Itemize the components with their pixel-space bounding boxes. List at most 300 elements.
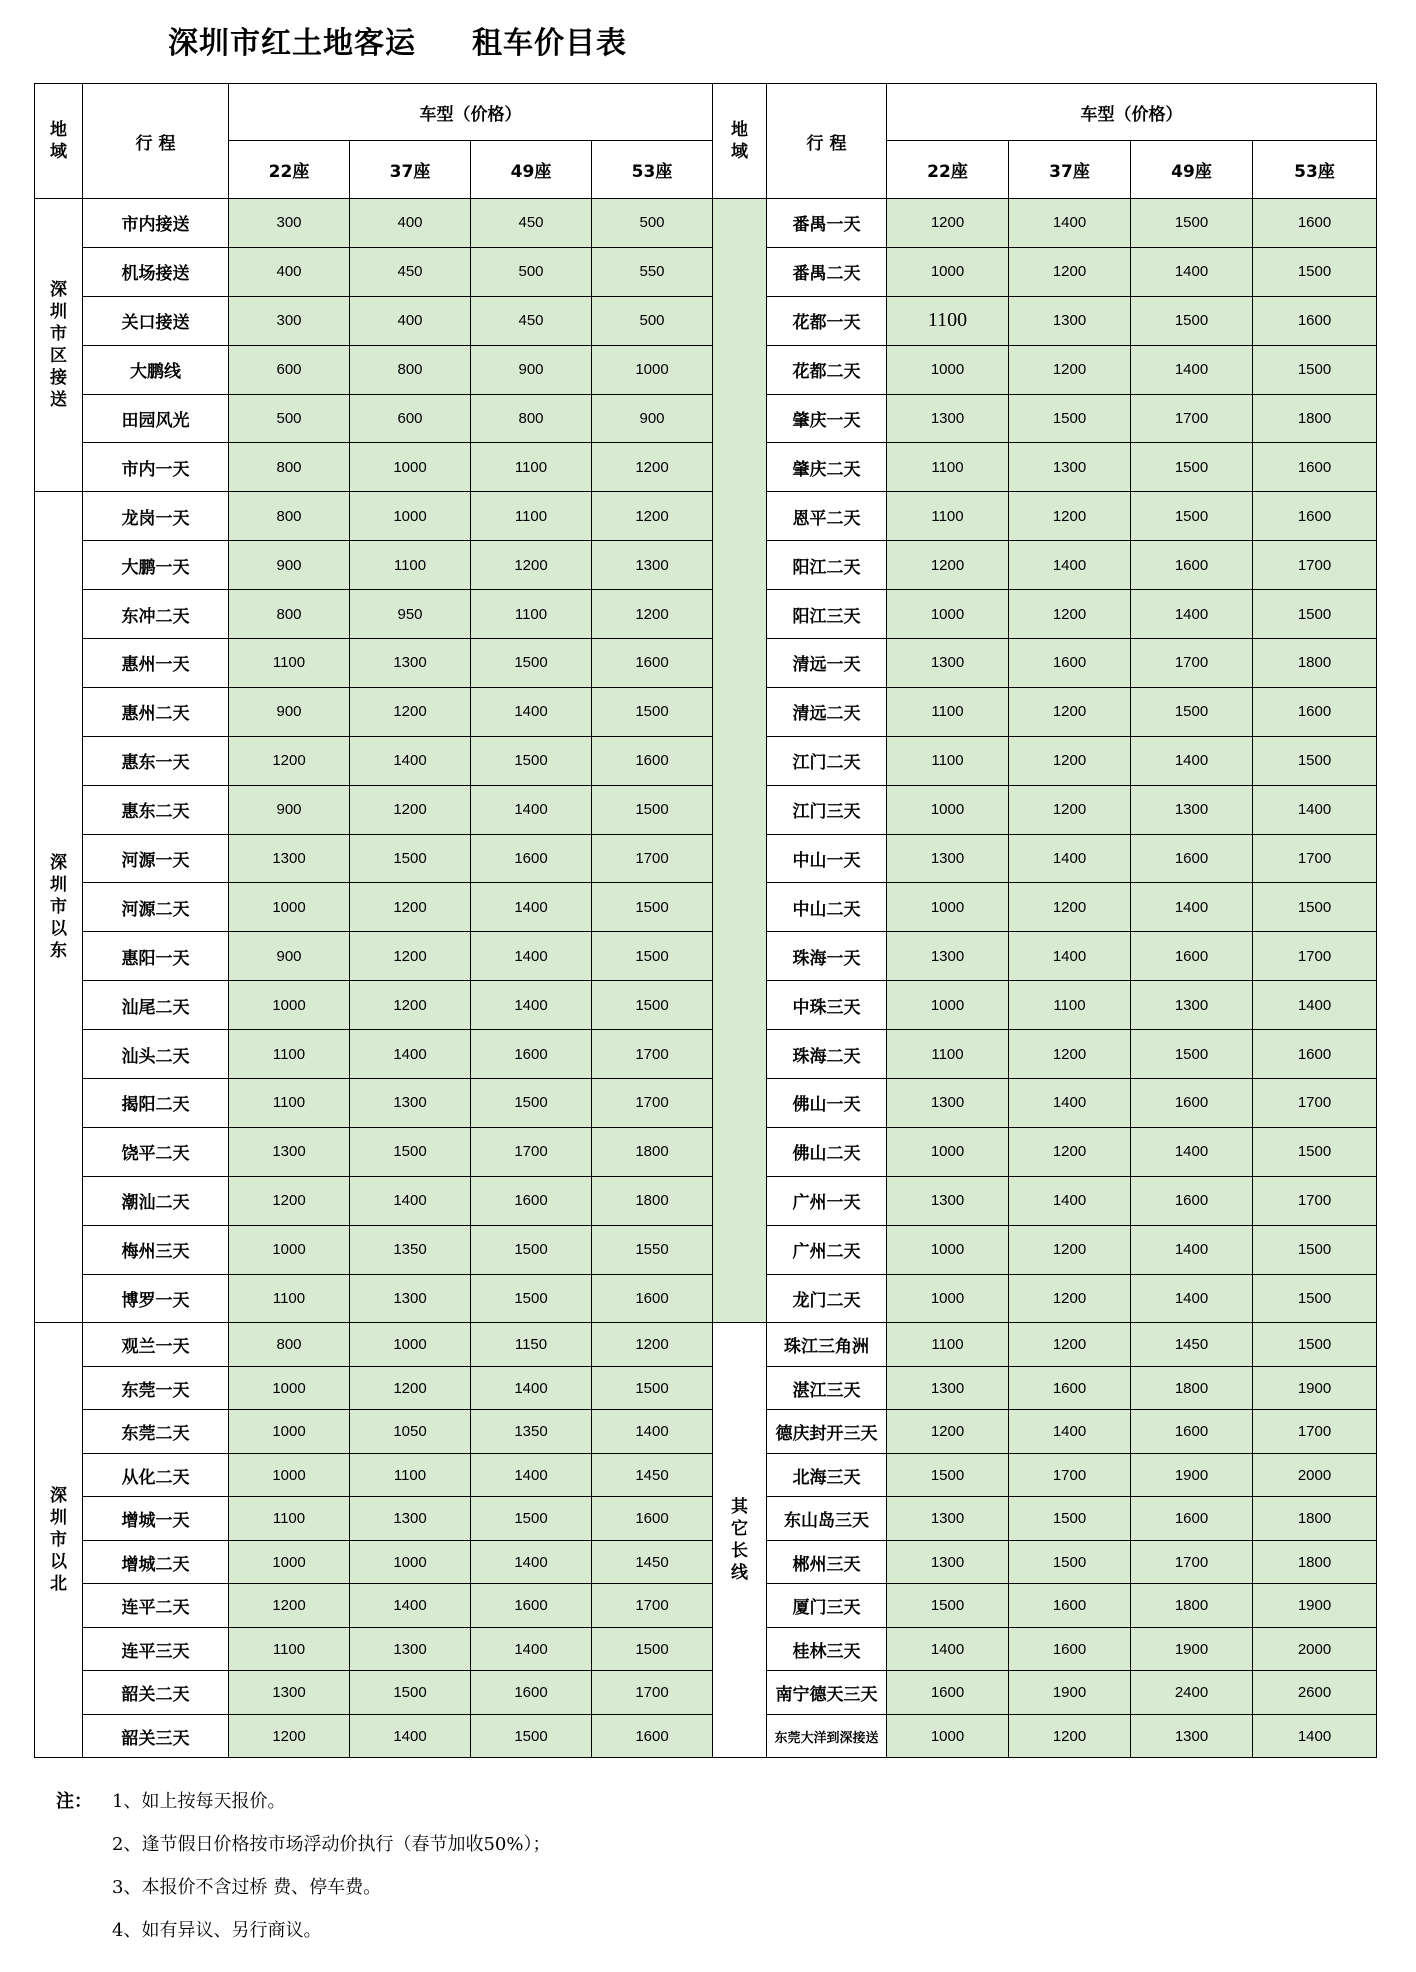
route-cell: 汕尾二天 — [83, 981, 229, 1030]
price-cell: 1200 — [350, 932, 471, 981]
price-cell: 1300 — [887, 1497, 1009, 1541]
price-cell: 1600 — [1253, 296, 1377, 345]
route-cell: 番禺一天 — [767, 199, 887, 248]
route-cell: 郴州三天 — [767, 1540, 887, 1584]
price-cell: 1100 — [229, 1627, 350, 1671]
table-row — [35, 1225, 1377, 1274]
route-cell: 惠阳一天 — [83, 932, 229, 981]
route-cell: 阳江三天 — [767, 590, 887, 639]
price-cell: 1800 — [1253, 1497, 1377, 1541]
route-cell: 韶关二天 — [83, 1671, 229, 1715]
table-row — [35, 296, 1377, 345]
price-cell: 1300 — [887, 1540, 1009, 1584]
price-cell: 1600 — [471, 1176, 592, 1225]
price-table — [34, 83, 1377, 1758]
price-cell: 1200 — [229, 1584, 350, 1628]
price-cell: 1500 — [1253, 1127, 1377, 1176]
price-cell: 1300 — [350, 639, 471, 688]
price-cell: 900 — [229, 932, 350, 981]
price-cell: 1500 — [471, 639, 592, 688]
note-3: 3、本报价不含过桥 费、停车费。 — [112, 1877, 382, 1898]
price-cell: 1700 — [1131, 1540, 1253, 1584]
price-cell: 1300 — [1131, 1714, 1253, 1758]
price-cell: 1400 — [1131, 247, 1253, 296]
route-cell: 花都二天 — [767, 345, 887, 394]
table-row — [35, 687, 1377, 736]
table-row — [35, 1323, 1377, 1367]
route-cell: 潮汕二天 — [83, 1176, 229, 1225]
route-cell: 中珠三天 — [767, 981, 887, 1030]
route-cell: 中山二天 — [767, 883, 887, 932]
region-right-long — [713, 1323, 767, 1758]
price-cell: 1400 — [1009, 199, 1131, 248]
table-row — [35, 1410, 1377, 1454]
price-cell: 1800 — [592, 1127, 713, 1176]
price-cell: 1550 — [592, 1225, 713, 1274]
price-cell: 600 — [350, 394, 471, 443]
price-cell: 1100 — [229, 1079, 350, 1128]
route-cell: 惠州一天 — [83, 639, 229, 688]
table-row — [35, 492, 1377, 541]
price-cell: 1900 — [1131, 1453, 1253, 1497]
price-cell: 1200 — [1009, 1274, 1131, 1323]
price-cell: 1100 — [887, 687, 1009, 736]
price-cell: 1400 — [1009, 541, 1131, 590]
table-row — [35, 1627, 1377, 1671]
route-cell: 田园风光 — [83, 394, 229, 443]
price-cell: 1500 — [592, 785, 713, 834]
price-cell: 1000 — [229, 1366, 350, 1410]
price-cell: 1450 — [592, 1540, 713, 1584]
price-cell: 1500 — [592, 883, 713, 932]
price-cell: 1500 — [1009, 1497, 1131, 1541]
route-cell: 珠江三角洲 — [767, 1323, 887, 1367]
route-cell: 连平三天 — [83, 1627, 229, 1671]
price-cell: 400 — [350, 199, 471, 248]
price-cell: 950 — [350, 590, 471, 639]
price-cell: 1300 — [229, 834, 350, 883]
price-cell: 1600 — [471, 1671, 592, 1715]
price-cell: 1300 — [350, 1079, 471, 1128]
price-cell: 1300 — [887, 394, 1009, 443]
price-cell: 1000 — [887, 883, 1009, 932]
company-name: 深圳市红土地客运 — [168, 26, 416, 61]
price-cell: 1400 — [1131, 1127, 1253, 1176]
price-cell: 400 — [350, 296, 471, 345]
header-seat-right-1: 37座 — [1009, 141, 1131, 199]
route-cell: 肇庆一天 — [767, 394, 887, 443]
price-cell: 1400 — [471, 883, 592, 932]
route-cell: 增城二天 — [83, 1540, 229, 1584]
price-cell: 1200 — [887, 1410, 1009, 1454]
price-cell: 1600 — [592, 736, 713, 785]
price-cell: 1000 — [229, 1225, 350, 1274]
price-cell: 1100 — [887, 1323, 1009, 1367]
price-cell: 1000 — [350, 1540, 471, 1584]
price-cell: 1400 — [471, 981, 592, 1030]
price-cell: 1500 — [592, 1627, 713, 1671]
table-row — [35, 1127, 1377, 1176]
price-cell: 300 — [229, 199, 350, 248]
price-cell: 1300 — [887, 1176, 1009, 1225]
price-cell: 800 — [229, 443, 350, 492]
price-cell: 1200 — [1009, 1030, 1131, 1079]
route-cell: 湛江三天 — [767, 1366, 887, 1410]
route-cell: 观兰一天 — [83, 1323, 229, 1367]
price-cell: 1600 — [1253, 443, 1377, 492]
price-cell: 1100 — [229, 1274, 350, 1323]
price-cell: 1200 — [1009, 345, 1131, 394]
table-row — [35, 932, 1377, 981]
route-cell: 广州二天 — [767, 1225, 887, 1274]
route-cell: 佛山一天 — [767, 1079, 887, 1128]
price-cell: 1100 — [887, 296, 1009, 345]
price-cell: 1100 — [229, 1497, 350, 1541]
price-cell: 800 — [471, 394, 592, 443]
table-row — [35, 1274, 1377, 1323]
price-cell: 1500 — [1253, 1323, 1377, 1367]
price-cell: 1000 — [229, 883, 350, 932]
region-left-0 — [35, 199, 83, 492]
price-cell: 1800 — [1131, 1584, 1253, 1628]
table-row — [35, 541, 1377, 590]
price-cell: 1400 — [1009, 1410, 1131, 1454]
price-cell: 1600 — [1131, 932, 1253, 981]
price-cell: 1000 — [229, 981, 350, 1030]
price-cell: 1400 — [1131, 590, 1253, 639]
price-cell: 1400 — [1131, 1274, 1253, 1323]
region-text: 深圳市以北 — [50, 1486, 67, 1595]
price-cell: 1400 — [1253, 1714, 1377, 1758]
table-row — [35, 1714, 1377, 1758]
route-cell: 饶平二天 — [83, 1127, 229, 1176]
table-row — [35, 785, 1377, 834]
route-cell: 增城一天 — [83, 1497, 229, 1541]
price-cell: 1200 — [592, 492, 713, 541]
header-seat-left-3: 53座 — [592, 141, 713, 199]
price-cell: 1500 — [1131, 492, 1253, 541]
price-cell: 1600 — [1131, 1497, 1253, 1541]
price-cell: 1200 — [229, 736, 350, 785]
region-text: 深圳市以东 — [50, 853, 67, 962]
price-cell: 1700 — [1253, 541, 1377, 590]
route-cell: 河源二天 — [83, 883, 229, 932]
price-cell: 1450 — [1131, 1323, 1253, 1367]
table-row — [35, 1030, 1377, 1079]
table-row — [35, 247, 1377, 296]
price-cell: 1050 — [350, 1410, 471, 1454]
price-cell: 1300 — [229, 1671, 350, 1715]
price-cell: 1700 — [592, 834, 713, 883]
route-cell: 博罗一天 — [83, 1274, 229, 1323]
route-cell: 珠海一天 — [767, 932, 887, 981]
price-cell: 1000 — [887, 785, 1009, 834]
price-cell: 1700 — [1253, 1079, 1377, 1128]
route-cell: 连平二天 — [83, 1584, 229, 1628]
price-cell: 1400 — [1131, 883, 1253, 932]
price-cell: 1500 — [1131, 443, 1253, 492]
table-row — [35, 1497, 1377, 1541]
price-cell: 800 — [229, 492, 350, 541]
price-cell: 1600 — [592, 1497, 713, 1541]
price-cell: 1400 — [1009, 932, 1131, 981]
price-cell: 1400 — [1131, 345, 1253, 394]
price-cell: 800 — [229, 1323, 350, 1367]
price-cell: 1400 — [471, 1453, 592, 1497]
price-cell: 1200 — [887, 199, 1009, 248]
header-region-text: 地域 — [50, 120, 67, 162]
price-cell: 1200 — [350, 883, 471, 932]
table-row — [35, 1540, 1377, 1584]
price-cell: 1200 — [229, 1176, 350, 1225]
table-name: 租车价目表 — [472, 26, 627, 61]
price-cell: 1500 — [1131, 296, 1253, 345]
price-cell: 1600 — [592, 1274, 713, 1323]
price-cell: 1300 — [887, 1079, 1009, 1128]
price-cell: 1300 — [887, 1366, 1009, 1410]
price-cell: 900 — [229, 687, 350, 736]
price-cell: 1400 — [1009, 834, 1131, 883]
price-cell: 2600 — [1253, 1671, 1377, 1715]
price-cell: 1500 — [1131, 199, 1253, 248]
price-cell: 1800 — [1253, 1540, 1377, 1584]
price-cell: 1000 — [887, 1714, 1009, 1758]
price-cell: 1600 — [1009, 1366, 1131, 1410]
price-cell: 1300 — [350, 1274, 471, 1323]
price-cell: 1450 — [592, 1453, 713, 1497]
price-cell: 1200 — [1009, 1127, 1131, 1176]
route-cell: 梅州三天 — [83, 1225, 229, 1274]
header-region-right — [713, 84, 767, 199]
header-region-text: 地域 — [731, 120, 748, 162]
route-cell: 大鹏一天 — [83, 541, 229, 590]
route-cell: 大鹏线 — [83, 345, 229, 394]
route-cell: 惠东二天 — [83, 785, 229, 834]
route-cell: 花都一天 — [767, 296, 887, 345]
price-cell: 1500 — [471, 1225, 592, 1274]
price-cell: 1700 — [1253, 932, 1377, 981]
price-cell: 1600 — [471, 1030, 592, 1079]
route-cell: 惠州二天 — [83, 687, 229, 736]
price-cell: 1150 — [471, 1323, 592, 1367]
price-cell: 1400 — [350, 1176, 471, 1225]
header-route-right: 行 程 — [767, 84, 887, 199]
note-4: 4、如有异议、另行商议。 — [112, 1920, 322, 1941]
price-cell: 1000 — [887, 1274, 1009, 1323]
price-cell: 1400 — [350, 1714, 471, 1758]
price-cell: 1500 — [592, 687, 713, 736]
route-cell: 关口接送 — [83, 296, 229, 345]
table-row — [35, 394, 1377, 443]
route-cell: 清远二天 — [767, 687, 887, 736]
price-cell: 1100 — [350, 541, 471, 590]
price-cell: 900 — [229, 541, 350, 590]
header-seat-left-1: 37座 — [350, 141, 471, 199]
price-cell: 1400 — [471, 687, 592, 736]
price-cell: 1400 — [887, 1627, 1009, 1671]
price-cell: 1200 — [592, 590, 713, 639]
price-cell: 1100 — [1009, 981, 1131, 1030]
price-cell: 300 — [229, 296, 350, 345]
price-cell: 1600 — [1253, 687, 1377, 736]
price-cell: 1500 — [350, 1127, 471, 1176]
table-row — [35, 1671, 1377, 1715]
price-cell: 1000 — [887, 247, 1009, 296]
price-cell: 1700 — [1253, 834, 1377, 883]
price-cell: 1400 — [1009, 1079, 1131, 1128]
price-cell: 1400 — [592, 1410, 713, 1454]
route-cell: 韶关三天 — [83, 1714, 229, 1758]
price-cell: 1300 — [350, 1497, 471, 1541]
header-seat-right-2: 49座 — [1131, 141, 1253, 199]
route-cell: 北海三天 — [767, 1453, 887, 1497]
price-cell: 1000 — [887, 1127, 1009, 1176]
notes-label: 注： — [56, 1791, 92, 1812]
price-cell: 500 — [471, 247, 592, 296]
price-cell: 1500 — [471, 1274, 592, 1323]
price-cell: 1700 — [1131, 394, 1253, 443]
price-cell: 1600 — [1009, 639, 1131, 688]
price-cell: 1300 — [887, 932, 1009, 981]
price-cell: 1600 — [1131, 834, 1253, 883]
price-cell: 900 — [471, 345, 592, 394]
price-cell: 1200 — [1009, 687, 1131, 736]
price-cell: 1600 — [592, 1714, 713, 1758]
region-text: 深圳市区接送 — [50, 280, 67, 411]
price-cell: 1800 — [1131, 1366, 1253, 1410]
page-title — [168, 18, 627, 62]
price-cell: 450 — [471, 199, 592, 248]
price-cell: 1100 — [350, 1453, 471, 1497]
price-cell: 1200 — [1009, 1714, 1131, 1758]
price-cell: 1700 — [1009, 1453, 1131, 1497]
price-cell: 1100 — [887, 443, 1009, 492]
notes — [56, 1780, 550, 1952]
price-cell: 1200 — [1009, 492, 1131, 541]
price-cell: 1800 — [1253, 639, 1377, 688]
price-cell: 1600 — [471, 834, 592, 883]
price-cell: 1200 — [1009, 736, 1131, 785]
price-cell: 1700 — [592, 1079, 713, 1128]
price-cell: 1600 — [887, 1671, 1009, 1715]
price-cell: 1700 — [471, 1127, 592, 1176]
price-cell: 1600 — [1253, 492, 1377, 541]
header-vehicle-left: 车型（价格） — [229, 84, 713, 141]
price-cell: 1400 — [471, 932, 592, 981]
price-cell: 1400 — [471, 1540, 592, 1584]
price-cell: 1100 — [229, 1030, 350, 1079]
price-cell: 1200 — [350, 687, 471, 736]
price-cell: 1200 — [592, 1323, 713, 1367]
price-cell: 2000 — [1253, 1627, 1377, 1671]
price-cell: 1200 — [350, 981, 471, 1030]
price-cell: 1600 — [1253, 199, 1377, 248]
price-cell: 500 — [592, 296, 713, 345]
price-cell: 2000 — [1253, 1453, 1377, 1497]
price-cell: 1700 — [1253, 1176, 1377, 1225]
price-cell: 1000 — [887, 590, 1009, 639]
route-cell: 东山岛三天 — [767, 1497, 887, 1541]
route-cell: 肇庆二天 — [767, 443, 887, 492]
price-cell: 1300 — [1131, 981, 1253, 1030]
price-cell: 1100 — [887, 492, 1009, 541]
price-cell: 800 — [229, 590, 350, 639]
note-2: 2、逢节假日价格按市场浮动价执行（春节加收50%）； — [112, 1834, 551, 1855]
route-cell: 番禺二天 — [767, 247, 887, 296]
price-cell: 1900 — [1253, 1584, 1377, 1628]
route-cell: 恩平二天 — [767, 492, 887, 541]
price-cell: 1400 — [471, 1627, 592, 1671]
price-cell: 800 — [350, 345, 471, 394]
price-cell: 1400 — [1131, 1225, 1253, 1274]
price-cell: 1500 — [1253, 590, 1377, 639]
price-cell: 1000 — [350, 1323, 471, 1367]
price-cell: 900 — [592, 394, 713, 443]
price-cell: 1500 — [1253, 247, 1377, 296]
table-row — [35, 345, 1377, 394]
price-cell: 1350 — [350, 1225, 471, 1274]
table-row — [35, 199, 1377, 248]
price-cell: 1400 — [350, 736, 471, 785]
price-cell: 1000 — [229, 1540, 350, 1584]
price-cell: 1100 — [887, 736, 1009, 785]
price-cell: 1400 — [471, 1366, 592, 1410]
route-cell: 珠海二天 — [767, 1030, 887, 1079]
price-cell: 1500 — [1253, 345, 1377, 394]
price-cell: 1000 — [592, 345, 713, 394]
price-cell: 1900 — [1131, 1627, 1253, 1671]
price-cell: 1700 — [592, 1584, 713, 1628]
price-cell: 1600 — [1009, 1627, 1131, 1671]
price-cell: 1300 — [229, 1127, 350, 1176]
route-cell: 河源一天 — [83, 834, 229, 883]
route-cell: 南宁德天三天 — [767, 1671, 887, 1715]
price-cell: 1100 — [471, 443, 592, 492]
table-row — [35, 834, 1377, 883]
route-cell: 从化二天 — [83, 1453, 229, 1497]
price-cell: 1700 — [1131, 639, 1253, 688]
price-cell: 1000 — [229, 1453, 350, 1497]
price-cell: 1000 — [350, 492, 471, 541]
header-seat-right-0: 22座 — [887, 141, 1009, 199]
header-seat-left-0: 22座 — [229, 141, 350, 199]
region-left-1 — [35, 492, 83, 1323]
route-cell: 江门二天 — [767, 736, 887, 785]
price-cell: 1300 — [1009, 443, 1131, 492]
price-cell: 1600 — [1131, 1079, 1253, 1128]
route-cell: 揭阳二天 — [83, 1079, 229, 1128]
price-cell: 1500 — [887, 1584, 1009, 1628]
route-cell: 东莞一天 — [83, 1366, 229, 1410]
price-cell: 1400 — [471, 785, 592, 834]
price-cell: 1500 — [1253, 1274, 1377, 1323]
route-cell: 汕头二天 — [83, 1030, 229, 1079]
route-cell: 中山一天 — [767, 834, 887, 883]
price-cell: 1500 — [1009, 394, 1131, 443]
route-cell: 佛山二天 — [767, 1127, 887, 1176]
price-cell: 1300 — [887, 834, 1009, 883]
price-cell: 1000 — [350, 443, 471, 492]
route-cell: 东冲二天 — [83, 590, 229, 639]
table-row — [35, 639, 1377, 688]
price-cell: 450 — [471, 296, 592, 345]
price-cell: 1400 — [1131, 736, 1253, 785]
route-cell: 东莞二天 — [83, 1410, 229, 1454]
header-region-left — [35, 84, 83, 199]
price-cell: 1500 — [471, 1497, 592, 1541]
header-vehicle-right: 车型（价格） — [887, 84, 1377, 141]
price-cell: 1200 — [1009, 1225, 1131, 1274]
